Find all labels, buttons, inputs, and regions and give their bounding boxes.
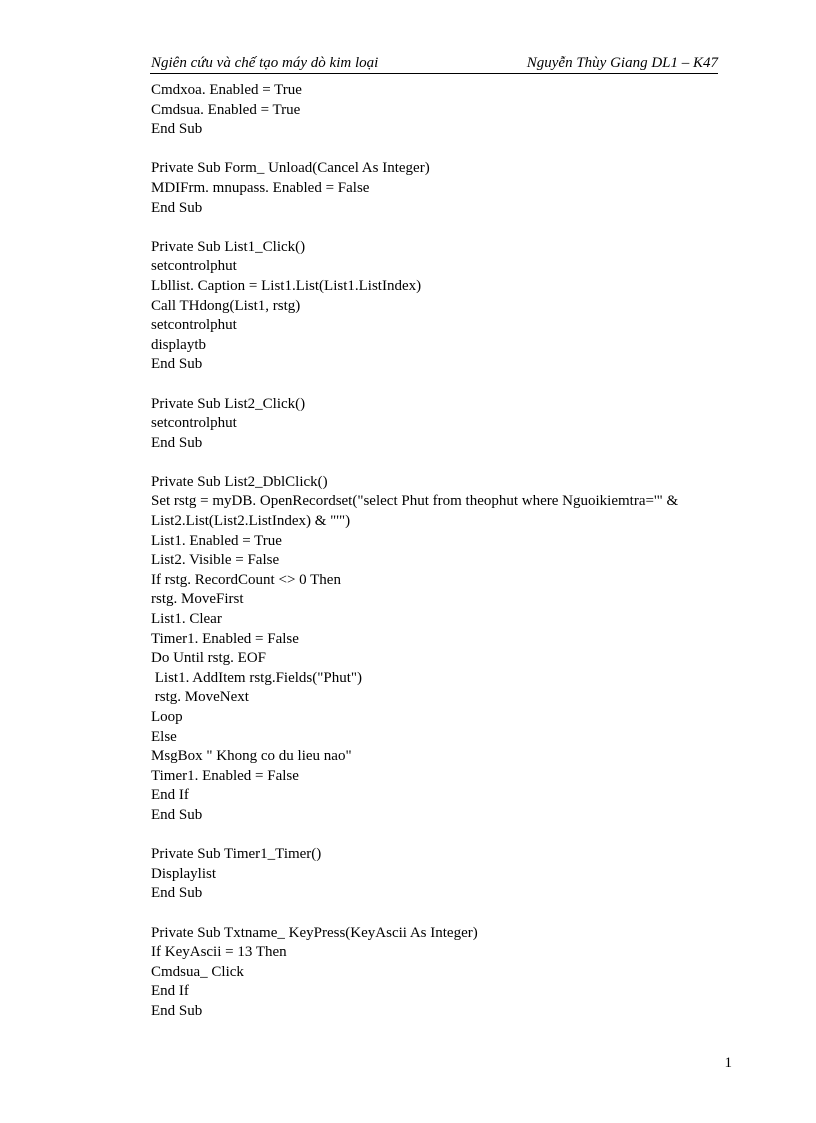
code-line: End If bbox=[151, 983, 189, 1000]
code-line: Timer1. Enabled = False bbox=[151, 767, 299, 784]
blank-line bbox=[151, 904, 751, 924]
code-line: List2.List(List2.ListIndex) & "'") bbox=[151, 513, 351, 530]
code-line: Lbllist. Caption = List1.List(List1.ListIndex) bbox=[151, 277, 422, 294]
code-line: Cmdxoa. Enabled = True bbox=[151, 82, 302, 98]
code-line: List1. Clear bbox=[151, 611, 222, 628]
code-line: Private Sub Timer1_Timer() bbox=[151, 846, 322, 863]
blank-line bbox=[151, 218, 751, 238]
page-header bbox=[150, 53, 718, 74]
code-line: Private Sub Txtname_ KeyPress(KeyAscii As Integer) bbox=[151, 924, 478, 941]
page-number: 1 bbox=[724, 1055, 732, 1071]
code-line: Private Sub List2_DblClick() bbox=[151, 473, 328, 490]
code-line: setcontrolphut bbox=[151, 415, 237, 432]
code-line: Private Sub List2_Click() bbox=[151, 395, 306, 412]
code-line: End Sub bbox=[151, 434, 203, 451]
code-line: End Sub bbox=[151, 199, 203, 216]
code-line: End Sub bbox=[151, 1002, 203, 1019]
blank-line bbox=[151, 140, 751, 160]
code-line: Private Sub List1_Click() bbox=[151, 238, 306, 255]
code-line: End Sub bbox=[151, 121, 203, 138]
code-line: If rstg. RecordCount <> 0 Then bbox=[151, 571, 341, 588]
code-line: setcontrolphut bbox=[151, 317, 237, 334]
code-line: Loop bbox=[151, 709, 183, 725]
code-line: displaytb bbox=[151, 336, 206, 353]
header-document-title: Ngiên cứu và chế tạo máy dò kim loại bbox=[151, 55, 379, 71]
code-line: Else bbox=[151, 728, 177, 745]
code-line: End If bbox=[151, 787, 189, 804]
code-line: setcontrolphut bbox=[151, 258, 237, 275]
code-line: Cmdsua. Enabled = True bbox=[151, 101, 301, 118]
code-line: Private Sub Form_ Unload(Cancel As Integer) bbox=[151, 160, 430, 177]
blank-line bbox=[151, 453, 751, 473]
code-line: Do Until rstg. EOF bbox=[151, 650, 267, 667]
blank-line bbox=[151, 826, 751, 846]
code-line: rstg. MoveFirst bbox=[151, 591, 244, 608]
code-line: Set rstg = myDB. OpenRecordset("select Phut from theophut where Nguoikiemtra='" & bbox=[151, 493, 679, 510]
code-line: rstg. MoveNext bbox=[151, 689, 249, 706]
code-line: End Sub bbox=[151, 885, 203, 902]
header-author: Nguyễn Thùy Giang DL1 – K47 bbox=[526, 55, 718, 71]
code-line: MDIFrm. mnupass. Enabled = False bbox=[151, 179, 370, 196]
code-line: List2. Visible = False bbox=[151, 552, 280, 569]
code-line: List1. AddItem rstg.Fields("Phut") bbox=[151, 669, 362, 686]
code-line: Cmdsua_ Click bbox=[151, 963, 244, 980]
code-line: End Sub bbox=[151, 806, 203, 823]
code-line: List1. Enabled = True bbox=[151, 532, 282, 549]
code-line: MsgBox " Khong co du lieu nao" bbox=[151, 748, 352, 765]
blank-line bbox=[151, 375, 751, 395]
code-line: Call THdong(List1, rstg) bbox=[151, 297, 301, 314]
code-line: Timer1. Enabled = False bbox=[151, 630, 299, 647]
code-listing bbox=[151, 81, 751, 1022]
code-line: End Sub bbox=[151, 356, 203, 373]
code-line: If KeyAscii = 13 Then bbox=[151, 944, 287, 961]
code-line: Displaylist bbox=[151, 865, 217, 882]
